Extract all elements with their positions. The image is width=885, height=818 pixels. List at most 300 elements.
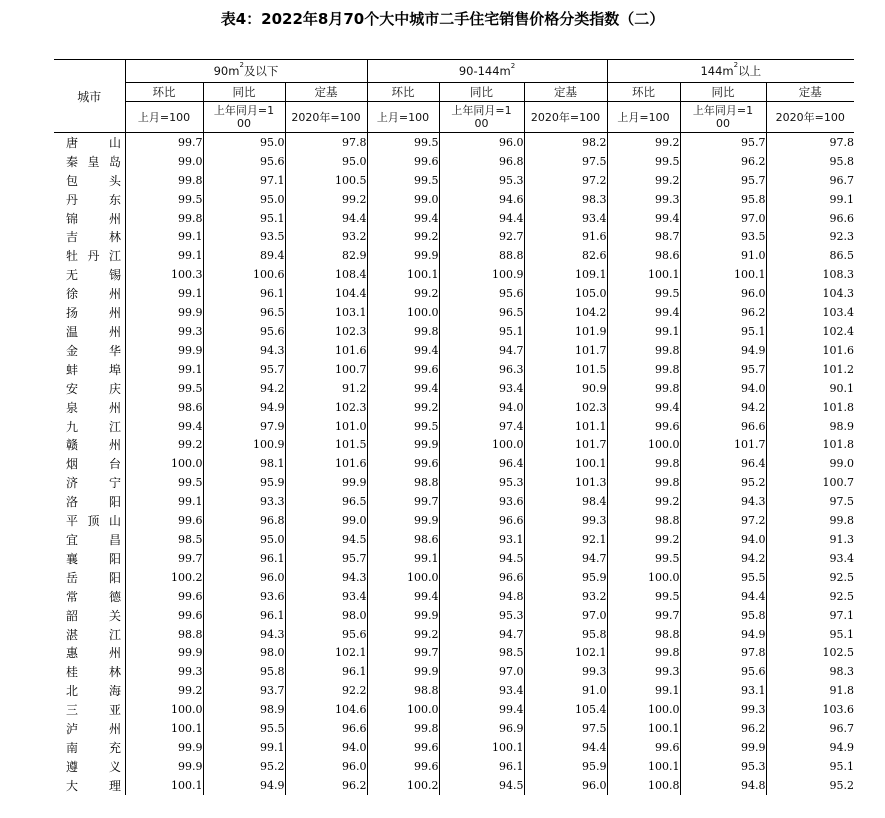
value-cell: 95.3 <box>680 757 766 776</box>
city-cell: 洛阳 <box>66 495 121 510</box>
value-cell: 101.3 <box>524 473 607 492</box>
value-cell: 96.5 <box>285 492 367 511</box>
city-cell: 烟台 <box>66 457 121 472</box>
table-row <box>54 492 854 511</box>
value-cell: 99.9 <box>125 757 203 776</box>
value-cell: 92.5 <box>766 587 854 606</box>
sub-header: 环比 <box>607 83 680 102</box>
value-cell: 99.0 <box>766 454 854 473</box>
value-cell: 100.2 <box>125 568 203 587</box>
value-cell: 96.4 <box>439 454 524 473</box>
value-cell: 91.0 <box>524 681 607 700</box>
value-cell: 101.6 <box>285 454 367 473</box>
sub-header: 定基 <box>524 83 607 102</box>
value-cell: 100.1 <box>607 265 680 284</box>
value-cell: 102.3 <box>524 398 607 417</box>
table-row <box>54 700 854 719</box>
value-cell: 95.2 <box>680 473 766 492</box>
value-cell: 95.7 <box>680 133 766 152</box>
table-row <box>54 738 854 757</box>
value-cell: 99.6 <box>367 454 439 473</box>
value-cell: 94.9 <box>680 625 766 644</box>
value-cell: 99.3 <box>524 662 607 681</box>
value-cell: 99.8 <box>125 171 203 190</box>
value-cell: 86.5 <box>766 246 854 265</box>
value-cell: 108.3 <box>766 265 854 284</box>
value-cell: 100.1 <box>125 719 203 738</box>
value-cell: 98.5 <box>125 530 203 549</box>
value-cell: 94.0 <box>439 398 524 417</box>
table-row <box>54 606 854 625</box>
value-cell: 98.9 <box>203 700 285 719</box>
value-cell: 96.6 <box>680 417 766 436</box>
value-cell: 101.2 <box>766 360 854 379</box>
value-cell: 96.4 <box>680 454 766 473</box>
value-cell: 94.4 <box>439 209 524 228</box>
city-cell: 牡丹江 <box>66 249 121 264</box>
value-cell: 99.3 <box>607 190 680 209</box>
sub-header: 定基 <box>766 83 854 102</box>
value-cell: 88.8 <box>439 246 524 265</box>
city-cell: 襄阳 <box>66 551 121 566</box>
value-cell: 109.1 <box>524 265 607 284</box>
table-row <box>54 398 854 417</box>
value-cell: 99.6 <box>607 417 680 436</box>
city-cell: 安庆 <box>66 381 121 396</box>
value-cell: 99.4 <box>367 341 439 360</box>
sub-header: 环比 <box>367 83 439 102</box>
value-cell: 94.3 <box>203 625 285 644</box>
value-cell: 96.9 <box>439 719 524 738</box>
city-cell: 遵义 <box>66 759 121 774</box>
value-cell: 99.1 <box>367 549 439 568</box>
base-header: 2020年=100 <box>766 102 854 133</box>
value-cell: 97.2 <box>680 511 766 530</box>
value-cell: 91.6 <box>524 228 607 247</box>
table-row <box>54 209 854 228</box>
table-row <box>54 681 854 700</box>
value-cell: 99.7 <box>367 643 439 662</box>
value-cell: 99.1 <box>125 360 203 379</box>
value-cell: 97.0 <box>680 209 766 228</box>
value-cell: 98.0 <box>285 606 367 625</box>
value-cell: 99.9 <box>285 473 367 492</box>
city-cell: 宜昌 <box>66 532 121 547</box>
city-cell: 赣州 <box>66 438 121 453</box>
value-cell: 100.1 <box>680 265 766 284</box>
value-cell: 99.2 <box>607 492 680 511</box>
value-cell: 100.0 <box>607 436 680 455</box>
value-cell: 95.8 <box>766 152 854 171</box>
value-cell: 99.6 <box>125 606 203 625</box>
value-cell: 98.3 <box>524 190 607 209</box>
value-cell: 93.4 <box>439 681 524 700</box>
value-cell: 89.4 <box>203 246 285 265</box>
city-cell: 九江 <box>66 419 121 434</box>
value-cell: 102.5 <box>766 643 854 662</box>
value-cell: 99.5 <box>367 133 439 152</box>
value-cell: 95.0 <box>203 530 285 549</box>
city-cell: 温州 <box>66 325 121 340</box>
sub-header: 同比 <box>680 83 766 102</box>
value-cell: 96.6 <box>439 568 524 587</box>
value-cell: 98.3 <box>766 662 854 681</box>
value-cell: 96.0 <box>439 133 524 152</box>
value-cell: 93.7 <box>203 681 285 700</box>
value-cell: 98.8 <box>367 681 439 700</box>
value-cell: 101.8 <box>766 398 854 417</box>
value-cell: 99.8 <box>367 719 439 738</box>
city-cell: 唐山 <box>66 135 121 150</box>
value-cell: 99.4 <box>367 379 439 398</box>
value-cell: 96.0 <box>680 284 766 303</box>
value-cell: 93.1 <box>439 530 524 549</box>
value-cell: 101.9 <box>524 322 607 341</box>
value-cell: 100.1 <box>439 738 524 757</box>
value-cell: 94.0 <box>285 738 367 757</box>
table-row <box>54 757 854 776</box>
city-cell: 惠州 <box>66 646 121 661</box>
value-cell: 95.5 <box>203 719 285 738</box>
table-row <box>54 303 854 322</box>
value-cell: 90.9 <box>524 379 607 398</box>
value-cell: 95.9 <box>524 568 607 587</box>
value-cell: 96.8 <box>203 511 285 530</box>
value-cell: 99.8 <box>607 643 680 662</box>
group-header: $90-144m^2$ <box>367 60 607 83</box>
value-cell: 93.2 <box>285 228 367 247</box>
value-cell: 99.9 <box>367 662 439 681</box>
value-cell: 99.8 <box>607 473 680 492</box>
value-cell: 97.8 <box>285 133 367 152</box>
group-header: $144m^2$以上 <box>607 60 854 83</box>
base-header: 上年同月=1 00 <box>680 102 766 133</box>
value-cell: 99.2 <box>367 228 439 247</box>
value-cell: 95.2 <box>203 757 285 776</box>
value-cell: 95.6 <box>439 284 524 303</box>
value-cell: 99.5 <box>367 417 439 436</box>
value-cell: 99.1 <box>766 190 854 209</box>
value-cell: 94.7 <box>524 549 607 568</box>
value-cell: 99.4 <box>367 587 439 606</box>
value-cell: 99.3 <box>125 322 203 341</box>
value-cell: 96.0 <box>203 568 285 587</box>
value-cell: 94.4 <box>680 587 766 606</box>
table-row <box>54 568 854 587</box>
value-cell: 94.9 <box>203 398 285 417</box>
value-cell: 93.1 <box>680 681 766 700</box>
value-cell: 103.6 <box>766 700 854 719</box>
value-cell: 98.0 <box>203 643 285 662</box>
value-cell: 96.5 <box>203 303 285 322</box>
city-cell: 北海 <box>66 684 121 699</box>
value-cell: 95.0 <box>203 190 285 209</box>
value-cell: 97.8 <box>766 133 854 152</box>
value-cell: 95.9 <box>203 473 285 492</box>
value-cell: 103.4 <box>766 303 854 322</box>
city-cell: 无锡 <box>66 268 121 283</box>
value-cell: 101.7 <box>524 341 607 360</box>
city-cell: 包头 <box>66 173 121 188</box>
value-cell: 99.5 <box>607 587 680 606</box>
value-cell: 99.1 <box>203 738 285 757</box>
table-row <box>54 228 854 247</box>
value-cell: 98.1 <box>203 454 285 473</box>
value-cell: 91.2 <box>285 379 367 398</box>
value-cell: 101.7 <box>680 436 766 455</box>
value-cell: 99.2 <box>125 681 203 700</box>
value-cell: 99.2 <box>367 398 439 417</box>
value-cell: 95.1 <box>680 322 766 341</box>
table-row <box>54 322 854 341</box>
value-cell: 95.6 <box>285 625 367 644</box>
value-cell: 96.7 <box>766 719 854 738</box>
value-cell: 95.3 <box>439 171 524 190</box>
value-cell: 99.8 <box>766 511 854 530</box>
sub-header: 同比 <box>203 83 285 102</box>
city-cell: 韶关 <box>66 608 121 623</box>
value-cell: 99.7 <box>367 492 439 511</box>
value-cell: 94.6 <box>439 190 524 209</box>
value-cell: 99.5 <box>125 473 203 492</box>
group-header: $90m^2$及以下 <box>125 60 367 83</box>
value-cell: 100.9 <box>203 436 285 455</box>
table-row <box>54 719 854 738</box>
value-cell: 95.1 <box>766 625 854 644</box>
table-row <box>54 454 854 473</box>
value-cell: 100.0 <box>125 454 203 473</box>
value-cell: 99.2 <box>125 436 203 455</box>
value-cell: 103.1 <box>285 303 367 322</box>
value-cell: 99.2 <box>607 171 680 190</box>
value-cell: 99.2 <box>367 625 439 644</box>
value-cell: 104.2 <box>524 303 607 322</box>
value-cell: 108.4 <box>285 265 367 284</box>
value-cell: 100.1 <box>607 719 680 738</box>
value-cell: 96.6 <box>766 209 854 228</box>
value-cell: 95.1 <box>439 322 524 341</box>
value-cell: 100.0 <box>607 568 680 587</box>
value-cell: 98.8 <box>125 625 203 644</box>
value-cell: 95.1 <box>766 757 854 776</box>
value-cell: 99.3 <box>524 511 607 530</box>
value-cell: 95.3 <box>439 606 524 625</box>
value-cell: 100.1 <box>607 757 680 776</box>
value-cell: 99.5 <box>125 379 203 398</box>
base-header: 上月=100 <box>367 102 439 133</box>
value-cell: 99.4 <box>439 700 524 719</box>
value-cell: 99.1 <box>125 284 203 303</box>
value-cell: 99.2 <box>607 530 680 549</box>
city-cell: 吉林 <box>66 230 121 245</box>
value-cell: 99.9 <box>125 303 203 322</box>
value-cell: 96.1 <box>439 757 524 776</box>
value-cell: 99.3 <box>607 662 680 681</box>
value-cell: 99.9 <box>125 643 203 662</box>
value-cell: 100.0 <box>607 700 680 719</box>
value-cell: 99.5 <box>607 549 680 568</box>
base-header: 2020年=100 <box>524 102 607 133</box>
value-cell: 99.4 <box>607 209 680 228</box>
table-row <box>54 530 854 549</box>
value-cell: 99.5 <box>607 152 680 171</box>
table-row <box>54 511 854 530</box>
value-cell: 95.1 <box>203 209 285 228</box>
value-cell: 94.9 <box>203 776 285 795</box>
value-cell: 94.3 <box>680 492 766 511</box>
value-cell: 95.7 <box>203 360 285 379</box>
city-cell: 徐州 <box>66 287 121 302</box>
table-row <box>54 133 854 152</box>
value-cell: 99.6 <box>125 587 203 606</box>
table-row <box>54 360 854 379</box>
value-cell: 97.1 <box>766 606 854 625</box>
city-cell: 大理 <box>66 778 121 793</box>
value-cell: 104.6 <box>285 700 367 719</box>
value-cell: 97.9 <box>203 417 285 436</box>
value-cell: 98.6 <box>607 246 680 265</box>
value-cell: 101.7 <box>524 436 607 455</box>
city-cell: 扬州 <box>66 306 121 321</box>
value-cell: 95.8 <box>680 606 766 625</box>
value-cell: 99.8 <box>607 454 680 473</box>
value-cell: 99.9 <box>125 341 203 360</box>
value-cell: 100.3 <box>125 265 203 284</box>
value-cell: 94.3 <box>203 341 285 360</box>
table-row <box>54 379 854 398</box>
table-row <box>54 436 854 455</box>
value-cell: 99.0 <box>367 190 439 209</box>
value-cell: 98.5 <box>439 643 524 662</box>
value-cell: 91.8 <box>766 681 854 700</box>
value-cell: 99.2 <box>367 284 439 303</box>
base-header: 上月=100 <box>607 102 680 133</box>
value-cell: 102.1 <box>285 643 367 662</box>
value-cell: 102.1 <box>524 643 607 662</box>
value-cell: 100.0 <box>367 303 439 322</box>
city-cell: 岳阳 <box>66 570 121 585</box>
value-cell: 101.6 <box>766 341 854 360</box>
value-cell: 100.5 <box>285 171 367 190</box>
city-cell: 泸州 <box>66 722 121 737</box>
value-cell: 93.4 <box>439 379 524 398</box>
value-cell: 100.9 <box>439 265 524 284</box>
base-header: 上年同月=1 00 <box>439 102 524 133</box>
city-cell: 丹东 <box>66 192 121 207</box>
value-cell: 93.4 <box>285 587 367 606</box>
value-cell: 94.5 <box>439 776 524 795</box>
value-cell: 99.6 <box>367 152 439 171</box>
value-cell: 99.8 <box>607 341 680 360</box>
value-cell: 101.1 <box>524 417 607 436</box>
table-row <box>54 417 854 436</box>
value-cell: 99.4 <box>607 398 680 417</box>
value-cell: 99.1 <box>125 246 203 265</box>
value-cell: 95.6 <box>203 322 285 341</box>
city-cell: 湛江 <box>66 627 121 642</box>
value-cell: 99.2 <box>285 190 367 209</box>
city-cell: 秦皇岛 <box>66 154 121 169</box>
value-cell: 97.0 <box>524 606 607 625</box>
value-cell: 99.5 <box>125 190 203 209</box>
table-title: 表4：2022年8月70个大中城市二手住宅销售价格分类指数（二） <box>220 10 665 28</box>
city-cell: 平顶山 <box>66 514 121 529</box>
base-header: 2020年=100 <box>285 102 367 133</box>
city-cell: 常德 <box>66 589 121 604</box>
city-cell: 蚌埠 <box>66 362 121 377</box>
value-cell: 94.0 <box>680 530 766 549</box>
value-cell: 99.8 <box>367 322 439 341</box>
value-cell: 100.1 <box>524 454 607 473</box>
value-cell: 92.7 <box>439 228 524 247</box>
value-cell: 95.9 <box>524 757 607 776</box>
city-cell: 南充 <box>66 740 121 755</box>
value-cell: 101.5 <box>285 436 367 455</box>
value-cell: 99.1 <box>125 492 203 511</box>
value-cell: 96.0 <box>285 757 367 776</box>
value-cell: 92.5 <box>766 568 854 587</box>
value-cell: 95.6 <box>203 152 285 171</box>
value-cell: 96.6 <box>439 511 524 530</box>
value-cell: 82.9 <box>285 246 367 265</box>
value-cell: 100.7 <box>285 360 367 379</box>
value-cell: 101.6 <box>285 341 367 360</box>
value-cell: 99.6 <box>367 738 439 757</box>
value-cell: 94.5 <box>285 530 367 549</box>
value-cell: 100.1 <box>125 776 203 795</box>
value-cell: 92.1 <box>524 530 607 549</box>
value-cell: 98.8 <box>607 625 680 644</box>
value-cell: 96.8 <box>439 152 524 171</box>
value-cell: 99.6 <box>367 757 439 776</box>
value-cell: 99.8 <box>607 360 680 379</box>
value-cell: 99.7 <box>125 133 203 152</box>
value-cell: 99.8 <box>125 209 203 228</box>
value-cell: 101.0 <box>285 417 367 436</box>
table-row <box>54 152 854 171</box>
table-row <box>54 587 854 606</box>
value-cell: 104.3 <box>766 284 854 303</box>
value-cell: 99.6 <box>125 511 203 530</box>
table-row <box>54 549 854 568</box>
value-cell: 96.1 <box>203 284 285 303</box>
value-cell: 91.0 <box>680 246 766 265</box>
value-cell: 94.8 <box>680 776 766 795</box>
value-cell: 91.3 <box>766 530 854 549</box>
value-cell: 99.1 <box>607 681 680 700</box>
value-cell: 93.6 <box>203 587 285 606</box>
value-cell: 104.4 <box>285 284 367 303</box>
value-cell: 98.2 <box>524 133 607 152</box>
value-cell: 95.6 <box>680 662 766 681</box>
base-header: 上年同月=1 00 <box>203 102 285 133</box>
value-cell: 98.8 <box>607 511 680 530</box>
value-cell: 96.2 <box>680 303 766 322</box>
value-cell: 94.3 <box>285 568 367 587</box>
value-cell: 100.7 <box>766 473 854 492</box>
value-cell: 96.2 <box>680 152 766 171</box>
value-cell: 95.0 <box>203 133 285 152</box>
value-cell: 99.6 <box>367 360 439 379</box>
value-cell: 99.9 <box>125 738 203 757</box>
value-cell: 99.7 <box>607 606 680 625</box>
value-cell: 97.1 <box>203 171 285 190</box>
value-cell: 96.1 <box>203 606 285 625</box>
value-cell: 97.0 <box>439 662 524 681</box>
value-cell: 82.6 <box>524 246 607 265</box>
value-cell: 97.8 <box>680 643 766 662</box>
value-cell: 94.7 <box>439 625 524 644</box>
